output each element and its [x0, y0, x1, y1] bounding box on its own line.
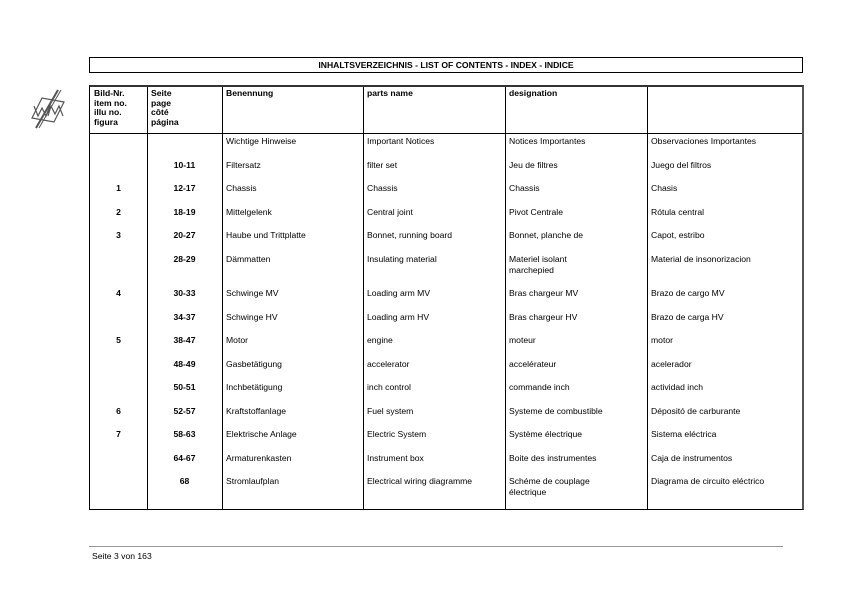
- english-name: filter set: [367, 159, 398, 170]
- german-name: Chassis: [226, 183, 257, 193]
- column-header: designation: [509, 88, 558, 98]
- column-header: parts name: [367, 88, 413, 98]
- page-range: 10-11: [173, 159, 196, 170]
- column-header: Seite page côté página: [151, 88, 179, 127]
- page-range: 30-33: [173, 288, 196, 298]
- column-divider: [647, 87, 648, 509]
- french-name: Jeu de filtres: [509, 159, 558, 170]
- spanish-name: acelerador: [651, 358, 692, 369]
- english-name: Central joint: [367, 206, 413, 217]
- german-name: Schwinge MV: [226, 288, 279, 298]
- spanish-name: Rótula central: [651, 206, 705, 217]
- column-divider: [505, 87, 506, 509]
- french-name: moteur: [509, 335, 536, 345]
- german-name: Motor: [226, 335, 248, 345]
- french-name: Boite des instrumentes: [509, 452, 597, 463]
- english-name: Bonnet, running board: [367, 230, 453, 240]
- figure-number: 4: [116, 288, 121, 298]
- french-name: Système électrique: [509, 429, 583, 439]
- figure-number: 2: [116, 206, 121, 217]
- page-range: 18-19: [173, 206, 196, 217]
- french-name: Bras chargeur HV: [509, 311, 578, 322]
- french-name: Notices Importantes: [509, 136, 586, 146]
- english-name: Instrument box: [367, 452, 424, 463]
- spanish-name: Diagrama de circuito eléctrico: [651, 476, 765, 486]
- german-name: Dämmatten: [226, 254, 271, 264]
- english-name: Electrical wiring diagramme: [367, 476, 473, 486]
- spanish-name: Juego del filtros: [651, 159, 712, 170]
- german-name: Kraftstoffanlage: [226, 405, 287, 416]
- french-name: Chassis: [509, 183, 540, 193]
- page-range: 58-63: [173, 429, 196, 439]
- spanish-name: Chasis: [651, 183, 678, 193]
- german-name: Filtersatz: [226, 159, 261, 170]
- german-name: Stromlaufplan: [226, 476, 280, 486]
- french-name: Systeme de combustible: [509, 405, 603, 416]
- english-name: Loading arm HV: [367, 311, 430, 322]
- spanish-name: motor: [651, 335, 673, 345]
- spanish-name: Brazo de carga HV: [651, 311, 724, 322]
- german-name: Gasbetätigung: [226, 358, 282, 369]
- french-name: Bras chargeur MV: [509, 288, 579, 298]
- page-range: 68: [179, 476, 190, 486]
- french-name: Bonnet, planche de: [509, 230, 584, 240]
- column-divider: [222, 87, 223, 509]
- page-title: INHALTSVERZEICHNIS - LIST OF CONTENTS - INDEX - INDICE: [89, 57, 803, 73]
- table-header: [90, 87, 802, 134]
- english-name: Electric System: [367, 429, 427, 439]
- french-name: commande inch: [509, 382, 570, 392]
- column-header: Bild-Nr. item no. illu no. figura: [94, 88, 127, 127]
- spanish-name: Dépositó de carburante: [651, 405, 741, 416]
- page-range: 34-37: [173, 311, 196, 322]
- english-name: Fuel system: [367, 405, 414, 416]
- german-name: Schwinge HV: [226, 311, 278, 322]
- figure-number: 5: [116, 335, 121, 345]
- page-range: 28-29: [173, 254, 196, 264]
- spanish-name: Material de insonorizacion: [651, 254, 751, 264]
- figure-number: 3: [116, 230, 121, 240]
- spanish-name: Observaciones Importantes: [651, 136, 757, 146]
- german-name: Elektrische Anlage: [226, 429, 297, 439]
- column-divider: [363, 87, 364, 509]
- page-range: 52-57: [173, 405, 196, 416]
- german-name: Inchbetätigung: [226, 382, 283, 392]
- german-name: Wichtige Hinweise: [226, 136, 297, 146]
- english-name: accelerator: [367, 358, 410, 369]
- german-name: Armaturenkasten: [226, 452, 292, 463]
- contents-table: [89, 85, 804, 510]
- french-name: Schéme de couplage électrique: [509, 476, 590, 497]
- figure-number: 1: [116, 183, 121, 193]
- english-name: Chassis: [367, 183, 398, 193]
- spanish-name: Sistema eléctrica: [651, 429, 717, 439]
- company-logo: [28, 88, 68, 132]
- page-range: 20-27: [173, 230, 196, 240]
- spanish-name: Capot, estribo: [651, 230, 705, 240]
- spanish-name: Caja de instrumentos: [651, 452, 733, 463]
- figure-number: 6: [116, 405, 121, 416]
- page-range: 12-17: [173, 183, 196, 193]
- french-name: accelérateur: [509, 358, 557, 369]
- german-name: Haube und Trittplatte: [226, 230, 306, 240]
- page-range: 38-47: [173, 335, 196, 345]
- column-header: Benennung: [226, 88, 274, 98]
- german-name: Mittelgelenk: [226, 206, 272, 217]
- page-range: 48-49: [173, 358, 196, 369]
- spanish-name: actividad inch: [651, 382, 704, 392]
- figure-number: 7: [116, 429, 121, 439]
- french-name: Pivot Centrale: [509, 206, 563, 217]
- page-range: 50-51: [173, 382, 196, 392]
- french-name: Materiel isolant marchepied: [509, 254, 567, 275]
- english-name: Important Notices: [367, 136, 435, 146]
- footer-divider: [89, 546, 783, 547]
- page-range: 64-67: [173, 452, 196, 463]
- english-name: Insulating material: [367, 254, 437, 264]
- page-number: Seite 3 von 163: [92, 551, 152, 561]
- english-name: inch control: [367, 382, 411, 392]
- spanish-name: Brazo de cargo MV: [651, 288, 725, 298]
- english-name: engine: [367, 335, 393, 345]
- english-name: Loading arm MV: [367, 288, 431, 298]
